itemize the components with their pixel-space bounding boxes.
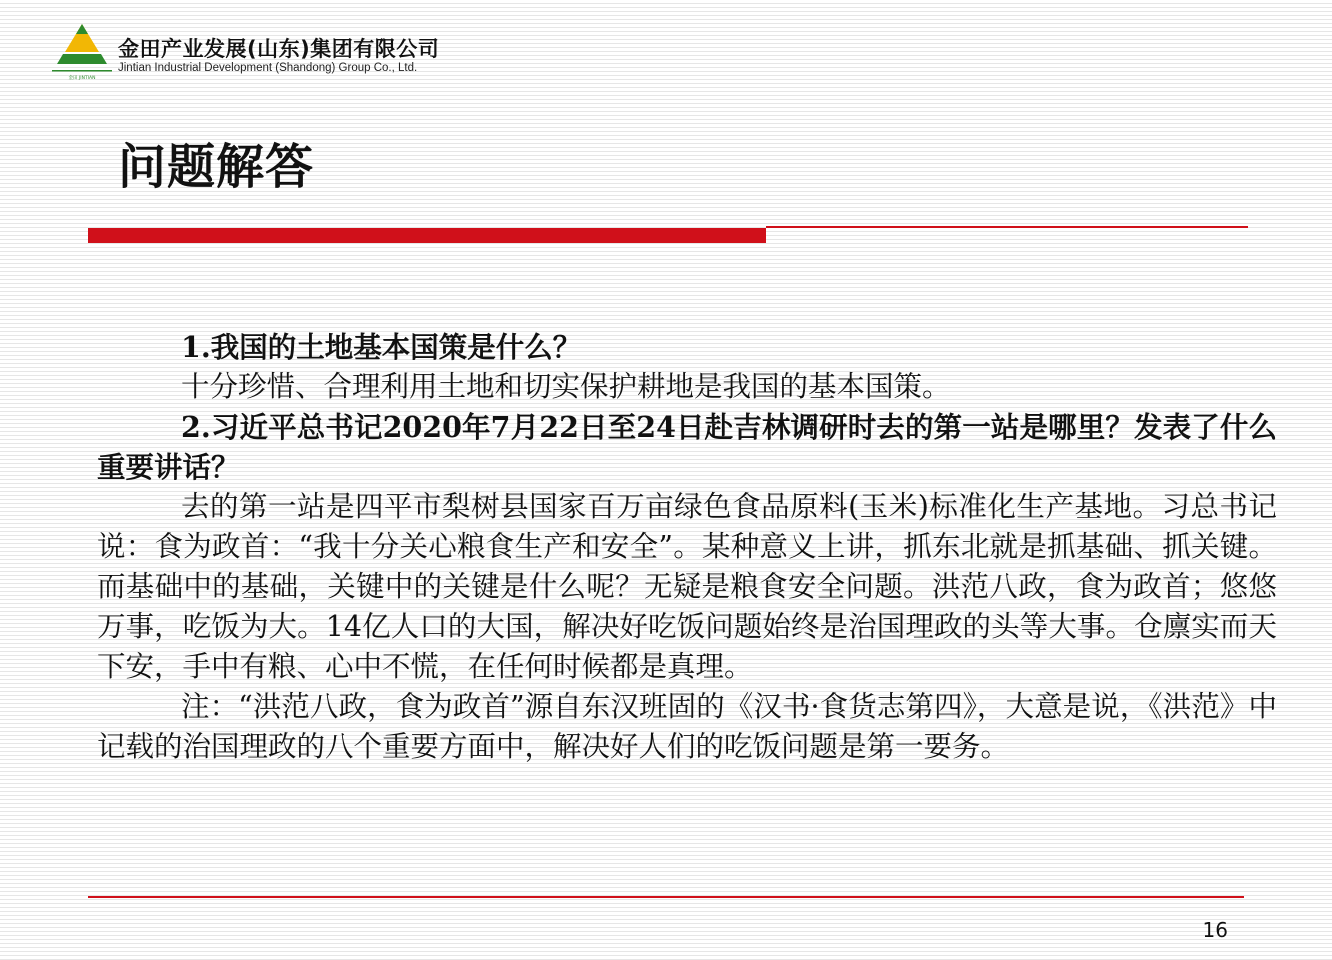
company-name-en: Jintian Industrial Development (Shandong) Group Co., Ltd. <box>118 62 418 74</box>
title-underline-thick <box>88 228 766 243</box>
title-underline-thin <box>766 226 1248 228</box>
qa-content <box>97 327 1277 767</box>
jintian-pyramid-logo-icon <box>52 22 112 80</box>
page-number: 16 <box>1202 918 1228 942</box>
question-2: 2.习近平总书记2020年7月22日至24日赴吉林调研时去的第一站是哪里？发表了什么重要讲话？ <box>97 410 1277 484</box>
company-name-cn: 金田产业发展(山东)集团有限公司 <box>118 37 440 61</box>
answer-1: 十分珍惜、合理利用土地和切实保护耕地是我国的基本国策。 <box>181 370 951 403</box>
svg-text:金田 JINTIAN: 金田 JINTIAN <box>68 76 96 80</box>
note: 注：“洪范八政，食为政首”源自东汉班固的《汉书·食货志第四》，大意是说，《洪范》中记载的治国理政的八个重要方面中，解决好人们的吃饭问题是第一要务。 <box>97 690 1277 763</box>
footer-divider <box>88 896 1244 898</box>
question-1: 1.我国的土地基本国策是什么？ <box>181 330 582 364</box>
answer-2: 去的第一站是四平市梨树县国家百万亩绿色食品原料(玉米)标准化生产基地。习总书记说：食为政首：“我十分关心粮食生产和安全”。某种意义上讲，抓东北就是抓基础、抓关键。而基础中的基础，关键中的关键是什么呢？无疑是粮食安全问题。洪范八政，食为政首；悠悠万事，吃饭为大。14亿人口的大国，解决好吃饭问题始终是治国理政的头等大事。仓廪实而天下安，手中有粮、心中不慌，在任何时候都是真理。 <box>97 490 1277 683</box>
page-title: 问题解答 <box>118 139 315 195</box>
